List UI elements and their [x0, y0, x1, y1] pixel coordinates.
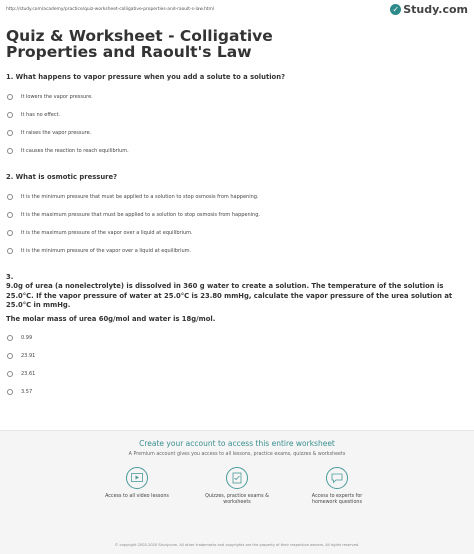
answer-option[interactable]	[6, 106, 466, 124]
feature-label: Access to experts for homework questions	[311, 494, 363, 505]
feature-label: Quizzes, practice exams & worksheets	[205, 494, 269, 505]
answer-option[interactable]	[6, 224, 466, 242]
radio-button[interactable]	[7, 194, 13, 200]
answer-option[interactable]	[6, 347, 466, 365]
question-3-body: 9.0g of urea (a nonelectrolyte) is dissolved in 360 g water to create a solution. The temperature of the solution is 25.0°C. If the vapor pressure of water at 25.0°C is 23.80 mmHg, calculate the vapor pressure of the urea solution at 25.0°C in mmHg.	[6, 282, 453, 309]
answer-label: It is the minimum pressure of the vapor over a liquid at equilibrium.	[21, 248, 192, 254]
chat-icon	[326, 467, 348, 489]
question-1-title: 1. What happens to vapor pressure when you add a solute to a solution?	[6, 73, 286, 81]
answer-option[interactable]	[6, 383, 466, 401]
answer-option[interactable]	[6, 88, 466, 106]
top-bar	[0, 0, 474, 16]
answer-label: It is the minimum pressure that must be applied to a solution to stop osmosis from happening.	[21, 194, 259, 200]
answer-option[interactable]	[6, 142, 466, 160]
answer-label: It raises the vapor pressure.	[21, 130, 92, 136]
answer-option[interactable]	[6, 365, 466, 383]
answer-label: It causes the reaction to reach equilibrium.	[21, 148, 129, 154]
logo-text: Study.com	[403, 2, 468, 16]
answer-option[interactable]	[6, 206, 466, 224]
radio-button[interactable]	[7, 353, 13, 359]
answer-label: It has no effect.	[21, 112, 61, 118]
radio-button[interactable]	[7, 230, 13, 236]
page-title: Quiz & Worksheet - Colligative Properties and Raoult's Law	[6, 27, 273, 61]
video-icon	[126, 467, 148, 489]
answer-label: 0.99	[21, 334, 33, 341]
quiz-icon	[226, 467, 248, 489]
answer-label: 3.57	[21, 388, 33, 395]
question-2-options	[6, 188, 466, 260]
radio-button[interactable]	[7, 130, 13, 136]
question-3-options	[6, 329, 466, 401]
copyright-text: © copyright 2003-2020 Study.com. All other trademarks and copyrights are the property of their respective owners. All rights reserved.	[114, 543, 360, 547]
radio-button[interactable]	[7, 248, 13, 254]
answer-option[interactable]	[6, 242, 466, 260]
feature-label: Access to all video lessons	[105, 494, 169, 499]
answer-option[interactable]	[6, 188, 466, 206]
question-1-options	[6, 88, 466, 160]
radio-button[interactable]	[7, 112, 13, 118]
radio-button[interactable]	[7, 148, 13, 154]
question-2	[6, 173, 466, 260]
create-account-link[interactable]: Create your account to access this entire worksheet	[139, 439, 335, 448]
feature-item	[187, 467, 287, 506]
feature-list	[0, 467, 474, 506]
answer-option[interactable]	[6, 124, 466, 142]
premium-description: A Premium account gives you access to all lessons, practice exams, quizzes & worksheets	[128, 452, 346, 457]
question-3-number: 3.	[6, 273, 14, 281]
premium-footer	[0, 430, 474, 554]
answer-label: 23.91	[21, 352, 36, 359]
radio-button[interactable]	[7, 212, 13, 218]
feature-item	[87, 467, 187, 506]
answer-label: It is the maximum pressure of the vapor over a liquid at equilibrium.	[21, 230, 193, 236]
question-2-title: 2. What is osmotic pressure?	[6, 173, 118, 181]
question-3	[6, 273, 466, 401]
answer-option[interactable]	[6, 329, 466, 347]
page-url: http://study.com/academy/practice/quiz-worksheet-colligative-properties-and-raoult-s-law.html	[6, 6, 214, 12]
feature-item	[287, 467, 387, 506]
question-1	[6, 73, 466, 160]
study-logo-icon: ✓	[390, 4, 401, 15]
radio-button[interactable]	[7, 389, 13, 395]
radio-button[interactable]	[7, 94, 13, 100]
answer-label: 23.61	[21, 370, 36, 377]
answer-label: It is the maximum pressure that must be applied to a solution to stop osmosis from happening.	[21, 212, 260, 218]
radio-button[interactable]	[7, 371, 13, 377]
answer-label: It lowers the vapor pressure.	[21, 94, 93, 100]
study-logo[interactable]	[390, 3, 468, 16]
question-3-molar-note: The molar mass of urea 60g/mol and water is 18g/mol.	[6, 314, 216, 323]
radio-button[interactable]	[7, 335, 13, 341]
